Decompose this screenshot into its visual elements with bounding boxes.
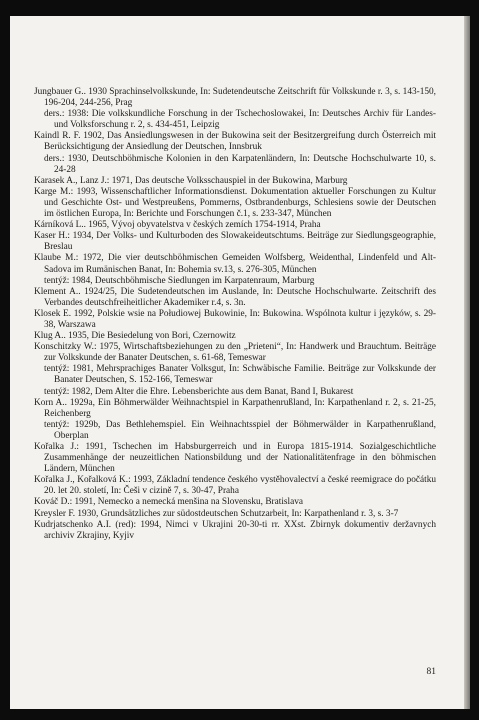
bibliography-entry: ders.: 1938: Die volkskundliche Forschung in der Tschechoslowakei, In: Deutsches Archiv für Landes- und Volksforschung r. 2, s. 434-451, Leipzig <box>44 109 436 131</box>
bibliography-entry: Kaser H.: 1934, Der Volks- und Kulturboden des Slowakeideutschtums. Beiträge zur Siedlungsgeographie, Breslau <box>34 231 436 253</box>
bibliography-entry: Klement A.. 1924/25, Die Sudetendeutschen im Auslande, In: Deutsche Hochschulwarte. Zeitschrift des Verbandes deutschfreiheitlicher Akademiker r.4, s. 3n. <box>34 286 436 308</box>
bibliography-entry: Klaube M.: 1972, Die vier deutschböhmischen Gemeiden Wolfsberg, Weidenthal, Lindenfeld und Alt-Sadova im Rumänischen Banat, In: Bohemia sv.13, s. 276-305, München <box>34 253 436 275</box>
bibliography-entry: Kudrjatschenko A.I. (red): 1994, Nimci v Ukrajini 20-30-ti rr. XXst. Zbirnyk dokumentiv deržavnych archiviv Zkrajiny, Kyjiv <box>34 519 436 541</box>
bibliography-entry: Jungbauer G.. 1930 Sprachinselvolkskunde, In: Sudetendeutsche Zeitschrift für Volkskunde r. 3, s. 143-150, 196-204, 244-256, Prag <box>34 87 436 109</box>
bibliography-entry: Kárníková L.. 1965, Vývoj obyvatelstva v českých zemích 1754-1914, Praha <box>34 220 321 231</box>
bibliography-entry: Kaindl R. F. 1902, Das Ansiedlungswesen in der Bukowina seit der Besitzergreifung durch Österreich mit Berücksichtigung der Ansiedlung der Deutschen, Innsbruk <box>34 131 436 153</box>
book-page <box>10 16 464 709</box>
page-number: 81 <box>426 667 436 677</box>
bibliography-entry: tentýž: 1984, Deutschböhmische Siedlungen im Karpatenraum, Marburg <box>44 275 315 286</box>
bibliography-entry: Karasek A., Lanz J.: 1971, Das deutsche Volksschauspiel in der Bukowina, Marburg <box>34 175 348 186</box>
bibliography-entry: Karge M.: 1993, Wissenschaftlicher Informationsdienst. Dokumentation aktueller Forschungen zu Kultur und Geschichte Ost- und Westpreußens, Pommerns, Ostbrandenburgs, Schlesiens sowie der Deutschen im östlichen Europa, In: Berichte und Forschungen č.1, s. 233-347, München <box>34 186 436 220</box>
bibliography-list <box>34 87 436 542</box>
bibliography-entry: Kreysler F. 1930, Grundsätzliches zur südostdeutschen Schutzarbeit, In: Karpathenland r. 3, s. 3-7 <box>34 508 399 519</box>
bibliography-entry: Korn A.. 1929a, Ein Böhmerwälder Weihnachtspiel in Karpathenrußland, In: Karpathenland r. 2, s. 21-25, Reichenberg <box>34 397 436 419</box>
bibliography-entry: Konschitzky W.: 1975, Wirtschaftsbeziehungen zu den „Prieteni“, In: Handwerk und Brauchtum. Beiträge zur Volkskunde der Banater Deutschen, s. 61-68, Temeswar <box>34 342 436 364</box>
bibliography-entry: Kováč D.: 1991, Nemecko a nemecká menšina na Slovensku, Bratislava <box>34 497 304 508</box>
bibliography-entry: tentýž: 1982, Dem Alter die Ehre. Lebensberichte aus dem Banat, Band I, Bukarest <box>44 386 354 397</box>
bibliography-entry: tentýž: 1981, Mehrsprachiges Banater Volksgut, In: Schwäbische Familie. Beiträge zur Volkskunde der Banater Deutschen, S. 152-166, Temeswar <box>44 364 436 386</box>
bibliography-entry: Kořalka J.: 1991, Tschechen im Habsburgerreich und in Europa 1815-1914. Sozialgeschichtliche Zusammenhänge der neuzeitlichen Nationsbildung und der Nationalitätenfrage in den böhmischen Ländern, München <box>34 442 436 475</box>
bibliography-entry: Klug A.. 1935, Die Besiedelung von Bori, Czernowitz <box>34 331 236 342</box>
bibliography-entry: tentýž: 1929b, Das Bethlehemspiel. Ein Weihnachtsspiel der Böhmerwälder in Karpathenrußland, Oberplan <box>44 419 436 441</box>
book-spine-edge <box>464 16 470 709</box>
bibliography-entry: Kořalka J., Kořalková K.: 1993, Základní tendence českého vystěhovalectví a české reemigrace do počátku 20. let 20. století, In: Češi v cizině 7, s. 30-47, Praha <box>34 475 436 497</box>
bibliography-entry: ders.: 1930, Deutschböhmische Kolonien in den Karpatenländern, In: Deutsche Hochschulwarte 10, s. 24-28 <box>44 153 436 175</box>
bibliography-entry: Klosek E. 1992, Polskie wsie na Połudiowej Bukowinie, In: Bukowina. Wspólnota kultur i języków, s. 29-38, Warszawa <box>34 308 436 330</box>
